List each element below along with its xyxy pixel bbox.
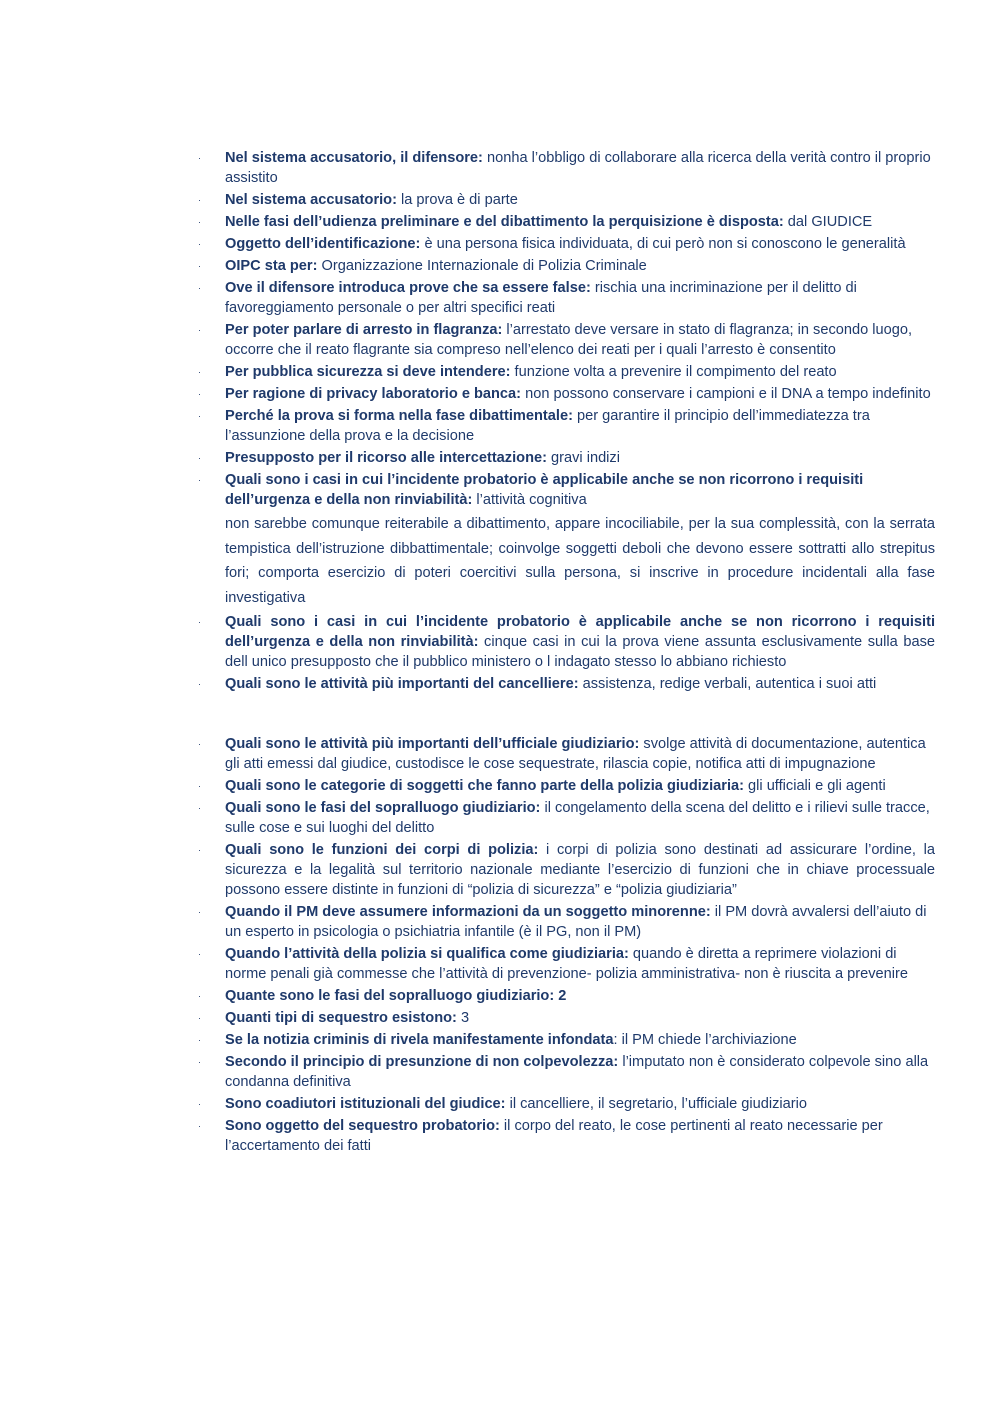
bullet-icon: · (198, 1057, 201, 1067)
bullet-icon: · (198, 325, 201, 335)
item-question: OIPC sta per: (225, 258, 318, 274)
bullet-icon: · (198, 617, 201, 627)
item-question: Sono oggetto del sequestro probatorio: (225, 1118, 500, 1134)
bullet-icon: · (198, 845, 201, 855)
item-question: Quali sono le funzioni dei corpi di polizia: (225, 842, 539, 858)
bullet-icon: · (198, 475, 201, 485)
item-question: Per ragione di privacy laboratorio e banca: (225, 386, 522, 402)
item-question: Quante sono le fasi del sopralluogo giudiziario: 2 (225, 988, 567, 1004)
list-item (195, 1052, 935, 1092)
list-item (195, 448, 935, 468)
bullet-icon: · (198, 679, 201, 689)
item-answer: il corpo del reato, le cose pertinenti al reato necessarie per l’accertamento dei fatti (225, 1118, 883, 1154)
item-answer: non possono conservare i campioni e il DNA a tempo indefinito (521, 386, 931, 402)
list-item (195, 840, 935, 900)
item-answer: l’attività cognitiva (472, 492, 587, 508)
list-item (195, 1094, 935, 1114)
bullet-icon: · (198, 195, 201, 205)
item-answer: : il PM chiede l’archiviazione (613, 1032, 797, 1048)
list-item (195, 362, 935, 382)
bullet-icon: · (198, 949, 201, 959)
list-item (195, 944, 935, 984)
item-question: Quando l’attività della polizia si qualifica come giudiziaria: (225, 946, 629, 962)
item-answer: la prova è di parte (396, 192, 518, 208)
bullet-icon: · (198, 411, 201, 421)
bullet-icon: · (198, 153, 201, 163)
bullet-icon: · (198, 367, 201, 377)
list-item (195, 148, 935, 188)
spacer (195, 696, 935, 734)
bullet-icon: · (198, 217, 201, 227)
item-question: Oggetto dell’identificazione: (225, 236, 421, 252)
item-answer: funzione volta a prevenire il compimento del reato (510, 364, 837, 380)
item-answer: dal GIUDICE (783, 214, 873, 230)
item-question: Nelle fasi dell’udienza preliminare e del dibattimento la perquisizione è disposta: (225, 214, 784, 230)
bullet-icon: · (198, 261, 201, 271)
item-answer: i corpi di polizia sono destinati ad assicurare l’ordine, la sicurezza e la legalità sul territorio nazionale mediante l’esercizio di funzioni che in chiave processuale possono essere distinte in funzioni di “polizia di sicurezza” e “polizia giudiziaria” (225, 842, 935, 898)
item-question: Presupposto per il ricorso alle intercettazione: (225, 450, 547, 466)
definition-list (195, 148, 935, 1158)
item-question: Perché la prova si forma nella fase dibattimentale: (225, 408, 573, 424)
list-item (195, 212, 935, 232)
list-item (195, 384, 935, 404)
item-answer: rischia una incriminazione per il delitto di favoreggiamento personale o per altri specifici reati (225, 280, 857, 316)
list-item (195, 1008, 935, 1028)
item-question: Quando il PM deve assumere informazioni da un soggetto minorenne: (225, 904, 711, 920)
item-answer: svolge attività di documentazione, autentica gli atti emessi dal giudice, custodisce le cose sequestrate, rilascia copie, notifica atti di impugnazione (225, 736, 926, 772)
item-answer: cinque casi in cui la prova viene assunta esclusivamente sulla base dell unico presupposto che il pubblico ministero o l indagato stesso lo abbiano richiesto (225, 634, 935, 670)
item-question: Per pubblica sicurezza si deve intendere: (225, 364, 511, 380)
item-question: Nel sistema accusatorio, il difensore: (225, 150, 483, 166)
bullet-icon: · (198, 991, 201, 1001)
item-answer: 3 (456, 1010, 470, 1026)
list-item (195, 256, 935, 276)
list-item (195, 234, 935, 254)
item-question: Quanti tipi di sequestro esistono: (225, 1010, 457, 1026)
bullet-icon: · (198, 283, 201, 293)
bullet-icon: · (198, 907, 201, 917)
item-answer: nonha l’obbligo di collaborare alla ricerca della verità contro il proprio assistito (225, 150, 931, 186)
item-answer: gli ufficiali e gli agenti (743, 778, 886, 794)
bullet-icon: · (198, 239, 201, 249)
bullet-icon: · (198, 803, 201, 813)
bullet-icon: · (198, 739, 201, 749)
item-question: Per poter parlare di arresto in flagranza: (225, 322, 503, 338)
list-item (195, 470, 935, 610)
list-item (195, 798, 935, 838)
list-item (195, 734, 935, 774)
list-item (195, 320, 935, 360)
item-question: Quali sono le fasi del sopralluogo giudiziario: (225, 800, 541, 816)
bullet-icon: · (198, 1099, 201, 1109)
item-question: Quali sono le attività più importanti dell’ufficiale giudiziario: (225, 736, 640, 752)
item-answer: gravi indizi (546, 450, 620, 466)
bullet-icon: · (198, 1035, 201, 1045)
list-item (195, 776, 935, 796)
bullet-icon: · (198, 781, 201, 791)
item-answer: il congelamento della scena del delitto e i rilievi sulle tracce, sulle cose e sui luoghi del delitto (225, 800, 930, 836)
item-question: Se la notizia criminis di rivela manifestamente infondata (225, 1032, 614, 1048)
list-item (195, 1030, 935, 1050)
item-question: Quali sono le categorie di soggetti che fanno parte della polizia giudiziaria: (225, 778, 744, 794)
bullet-icon: · (198, 453, 201, 463)
bullet-icon: · (198, 1013, 201, 1023)
item-answer: è una persona fisica individuata, di cui però non si conoscono le generalità (420, 236, 906, 252)
bullet-icon: · (198, 389, 201, 399)
list-item (195, 190, 935, 210)
item-answer: Organizzazione Internazionale di Polizia Criminale (317, 258, 647, 274)
list-item (195, 674, 935, 694)
item-answer: il PM dovrà avvalersi dell’aiuto di un esperto in psicologia o psichiatria infantile (è il PG, non il PM) (225, 904, 927, 940)
list-item (195, 986, 935, 1006)
item-answer: l’arrestato deve versare in stato di flagranza; in secondo luogo, occorre che il reato flagrante sia compreso nell’elenco dei reati per i quali l’arresto è consentito (225, 322, 913, 358)
item-answer-continuation: non sarebbe comunque reiterabile a dibattimento, appare incociliabile, per la sua complessità, con la serrata tempistica dell’istruzione dibbattimentale; coinvolge soggetti deboli che devono essere sottratti allo strepitus fori; comporta esercizio di poteri coercitivi sulla persona, si inscrive in procedure incidentali alla fase investigativa (225, 516, 935, 606)
item-question: Quali sono i casi in cui l’incidente probatorio è applicabile anche se non ricorrono i requisiti dell’urgenza e della non rinviabilità: (225, 472, 864, 508)
item-question: Secondo il principio di presunzione di non colpevolezza: (225, 1054, 619, 1070)
item-answer: assistenza, redige verbali, autentica i suoi atti (578, 676, 877, 692)
list-item (195, 902, 935, 942)
list-item (195, 1116, 935, 1156)
item-answer: quando è diretta a reprimere violazioni di norme penali già commesse che l’attività di prevenzione- polizia amministrativa- non è riuscita a prevenire (225, 946, 908, 982)
list-item (195, 612, 935, 672)
item-answer: il cancelliere, il segretario, l’ufficiale giudiziario (505, 1096, 808, 1112)
item-question: Quali sono le attività più importanti del cancelliere: (225, 676, 579, 692)
item-question: Nel sistema accusatorio: (225, 192, 397, 208)
item-answer: per garantire il principio dell’immediatezza tra l’assunzione della prova e la decisione (225, 408, 870, 444)
bullet-icon: · (198, 1121, 201, 1131)
item-question: Quali sono i casi in cui l’incidente probatorio è applicabile anche se non ricorrono i requisiti dell’urgenza e della non rinviabilità: (225, 614, 935, 650)
list-item (195, 406, 935, 446)
item-question: Ove il difensore introduca prove che sa essere false: (225, 280, 591, 296)
list-item (195, 278, 935, 318)
item-question: Sono coadiutori istituzionali del giudice: (225, 1096, 506, 1112)
item-answer: l’imputato non è considerato colpevole sino alla condanna definitiva (225, 1054, 929, 1090)
